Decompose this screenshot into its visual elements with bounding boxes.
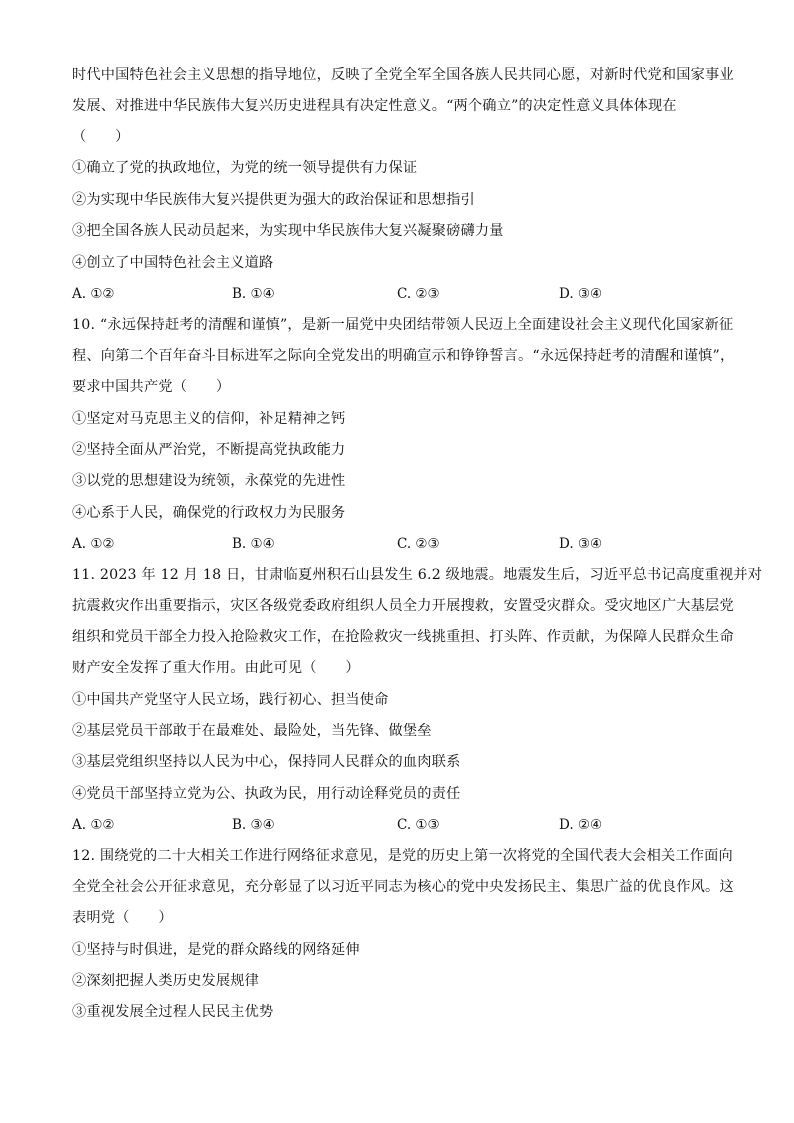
question-11-text-line: 抗震救灾作出重要指示，灾区各级党委政府组织人员全力开展搜救，安置受灾群众。受灾地区广大基层党 [72, 598, 734, 614]
question-9-choices [72, 284, 732, 304]
question-11-option: ①中国共产党坚守人民立场，践行初心、担当使命 [72, 692, 389, 708]
choice-c[interactable]: C. ②③ [397, 536, 440, 552]
question-9-option: ③把全国各族人民动员起来，为实现中华民族伟大复兴凝聚磅礴力量 [72, 223, 504, 239]
question-12-option: ②深刻把握人类历史发展规律 [72, 973, 260, 989]
question-9-text-line: 发展、对推进中华民族伟大复兴历史进程具有决定性意义。“两个确立”的决定性意义具体体现在 [72, 98, 677, 114]
question-10-text-line: 10. “永远保持赶考的清醒和谨慎”，是新一届党中央团结带领人民迈上全面建设社会主义现代化国家新征 [72, 317, 734, 333]
question-11-option: ④党员干部坚持立党为公、执政为民，用行动诠释党员的责任 [72, 786, 461, 802]
question-9-option: ④创立了中国特色社会主义道路 [72, 255, 274, 271]
question-9-text-line: 时代中国特色社会主义思想的指导地位，反映了全党全军全国各族人民共同心愿，对新时代党和国家事业 [72, 67, 734, 83]
question-10-option: ②坚持全面从严治党，不断提高党执政能力 [72, 442, 346, 458]
question-12-option: ③重视发展全过程人民民主优势 [72, 1004, 274, 1020]
choice-b[interactable]: B. ③④ [232, 817, 275, 833]
choice-a[interactable]: A. ①② [72, 536, 115, 552]
question-10-option: ④心系于人民，确保党的行政权力为民服务 [72, 505, 346, 521]
question-9-option: ②为实现中华民族伟大复兴提供更为强大的政治保证和思想指引 [72, 192, 475, 208]
question-9-option: ①确立了党的执政地位，为党的统一领导提供有力保证 [72, 160, 418, 176]
question-10-option: ①坚定对马克思主义的信仰，补足精神之钙 [72, 411, 346, 427]
question-11-option: ③基层党组织坚持以人民为中心，保持同人民群众的血肉联系 [72, 754, 461, 770]
choice-a[interactable]: A. ①② [72, 817, 115, 833]
question-10-text-line: 程、向第二个百年奋斗目标进军之际向全党发出的明确宣示和铮铮誓言。“永远保持赶考的清醒和谨慎”， [72, 348, 735, 364]
question-10-choices [72, 534, 732, 554]
choice-d[interactable]: D. ②④ [559, 817, 603, 833]
choice-a[interactable]: A. ①② [72, 286, 115, 302]
question-10-text-line: 要求中国共产党（ ） [72, 379, 231, 395]
choice-d[interactable]: D. ③④ [559, 286, 603, 302]
question-10-option: ③以党的思想建设为统领，永葆党的先进性 [72, 473, 346, 489]
question-11-text-line: 组织和党员干部全力投入抢险救灾工作，在抢险救灾一线挑重担、打头阵、作贡献，为保障人民群众生命 [72, 629, 734, 645]
question-12-text-line: 12. 围绕党的二十大相关工作进行网络征求意见，是党的历史上第一次将党的全国代表大会相关工作面向 [72, 848, 733, 864]
question-11-option: ②基层党员干部敢于在最难处、最险处，当先锋、做堡垒 [72, 723, 432, 739]
question-11-text-line: 财产安全发挥了重大作用。由此可见（ ） [72, 660, 360, 676]
question-12-text-line: 表明党（ ） [72, 910, 173, 926]
question-9-answer-blank: （ ） [72, 129, 130, 145]
question-11-text-line: 11. 2023 年 12 月 18 日，甘肃临夏州积石山县发生 6.2 级地震。地震发生后，习近平总书记高度重视并对 [72, 567, 763, 583]
choice-d[interactable]: D. ③④ [559, 536, 603, 552]
choice-b[interactable]: B. ①④ [232, 536, 275, 552]
choice-c[interactable]: C. ②③ [397, 286, 440, 302]
question-12-text-line: 全党全社会公开征求意见，充分彰显了以习近平同志为核心的党中央发扬民主、集思广益的优良作风。这 [72, 879, 734, 895]
question-11-choices [72, 815, 732, 835]
choice-b[interactable]: B. ①④ [232, 286, 275, 302]
choice-c[interactable]: C. ①③ [397, 817, 440, 833]
question-12-option: ①坚持与时俱进，是党的群众路线的网络延伸 [72, 942, 360, 958]
